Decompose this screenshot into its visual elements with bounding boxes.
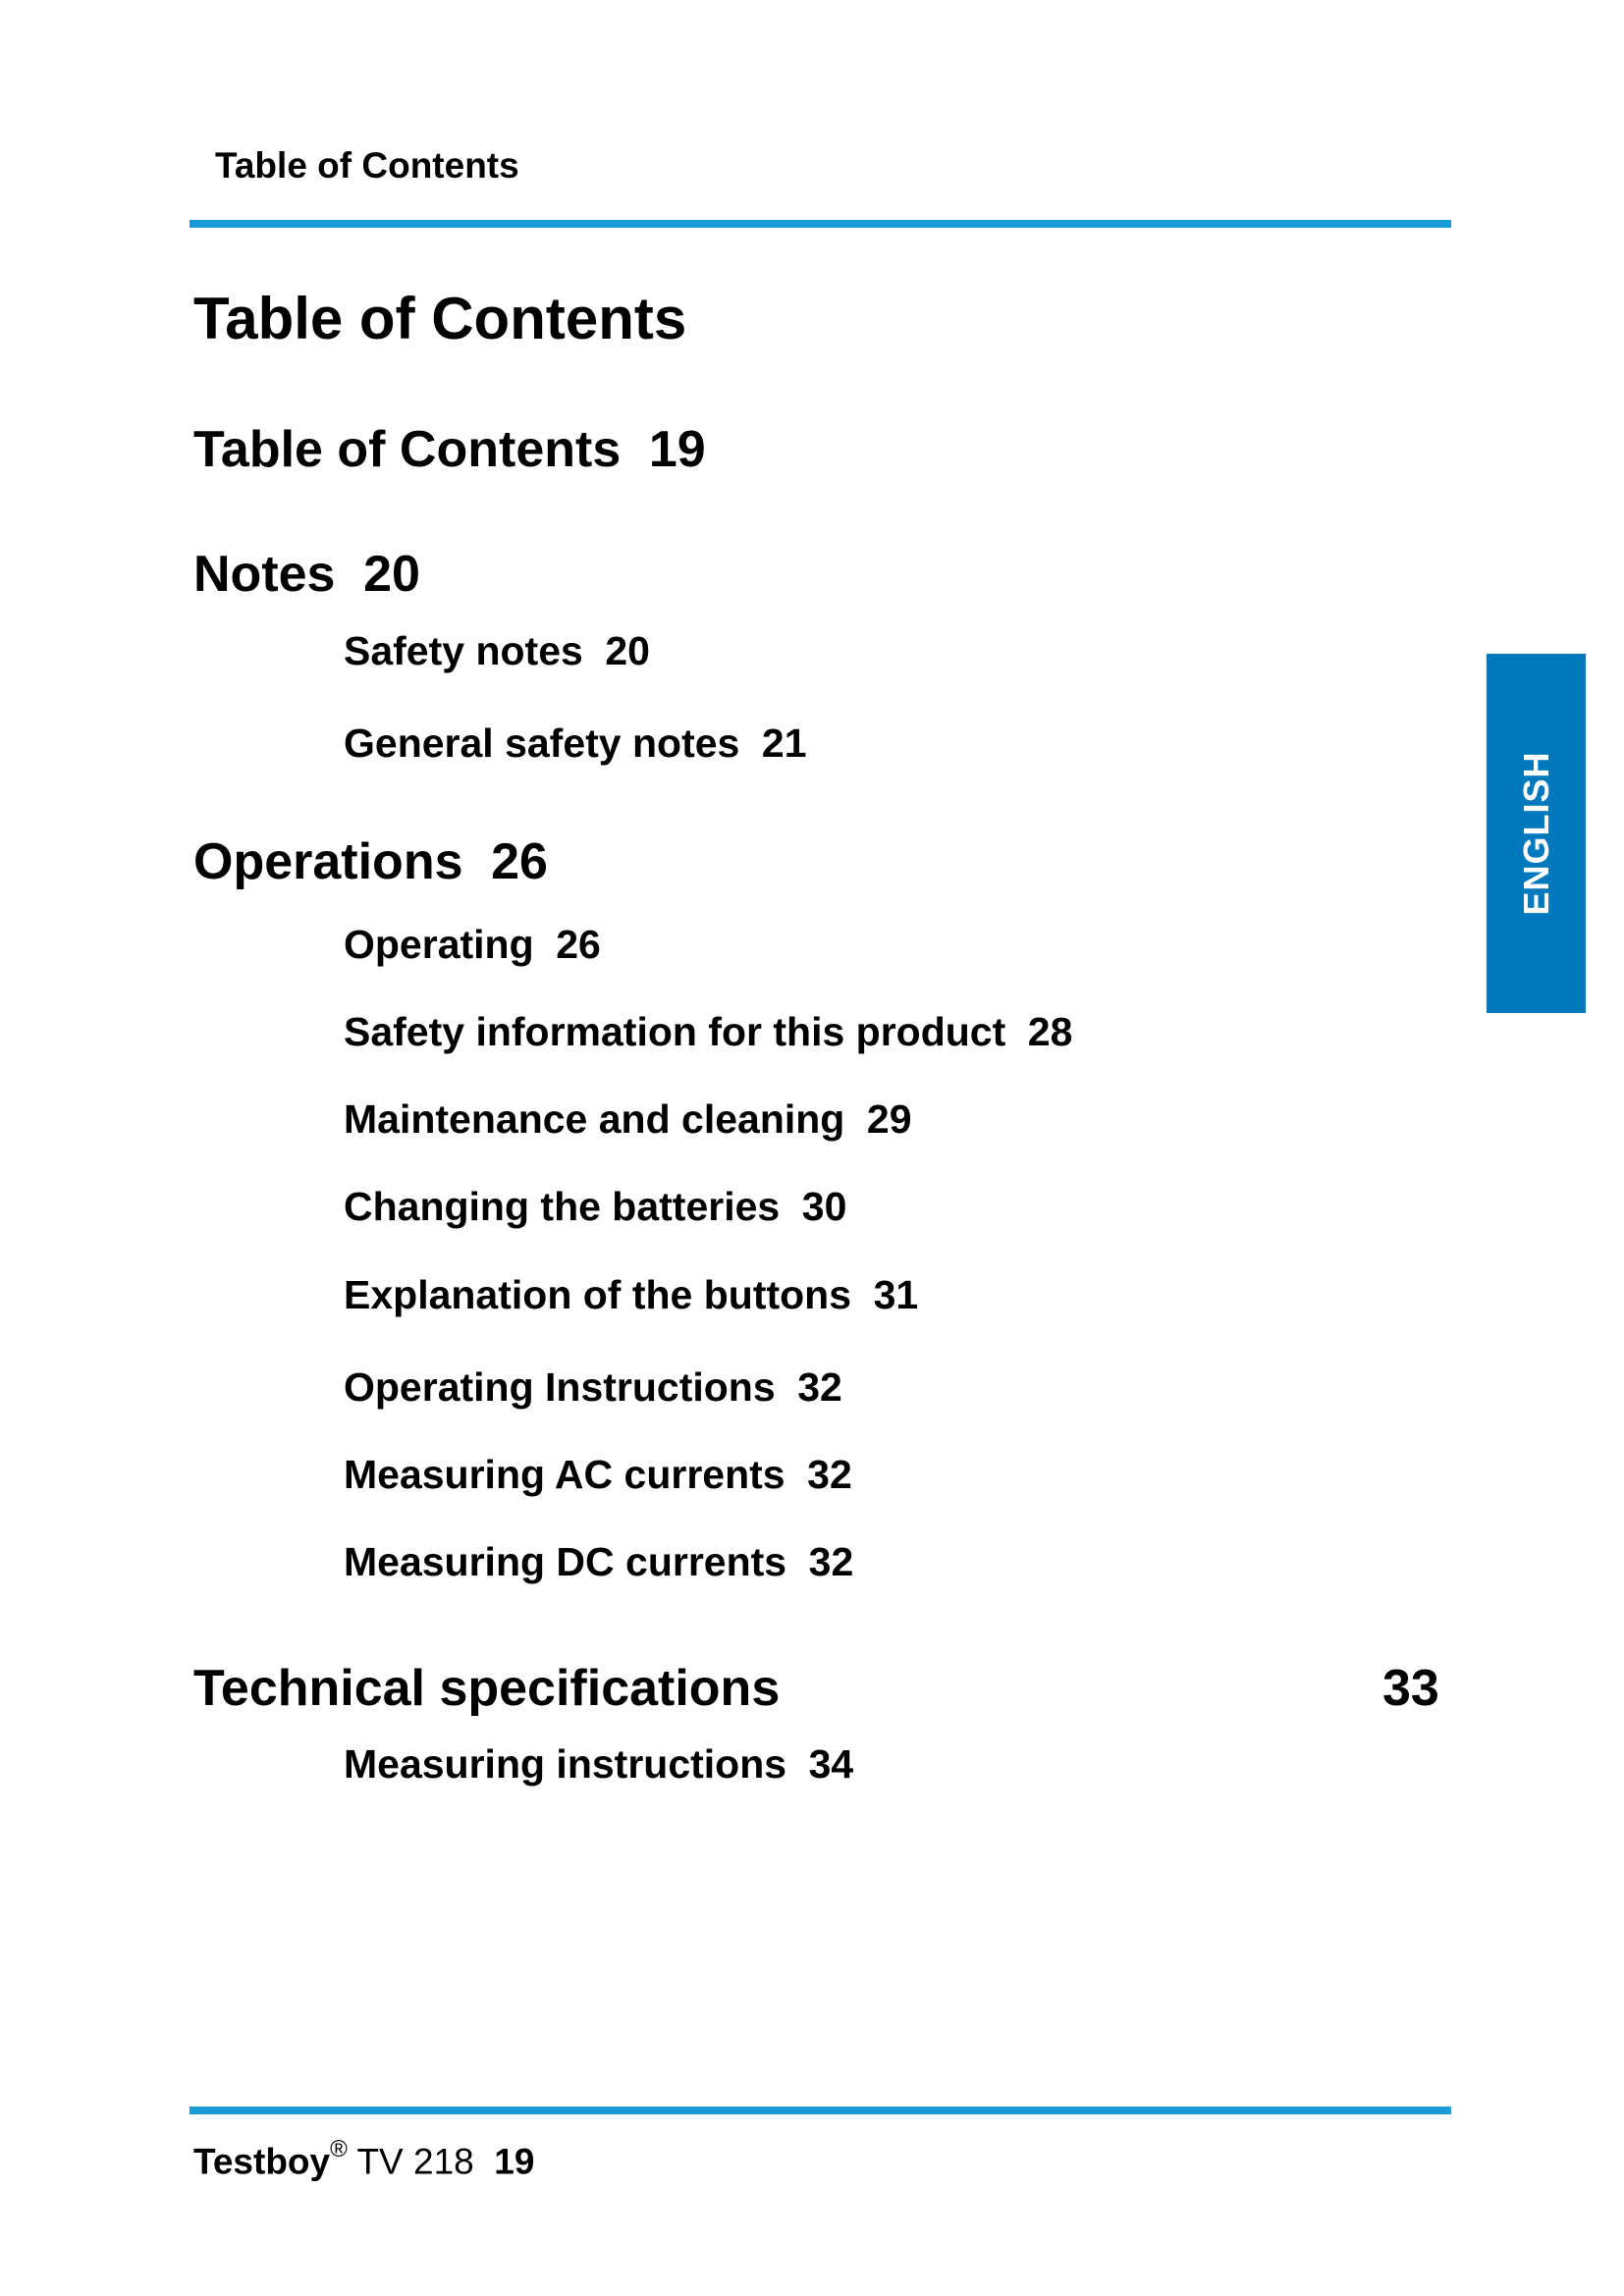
toc-item-page: 30 <box>801 1184 847 1229</box>
footer-brand: Testboy <box>193 2141 331 2182</box>
toc-item-label: Changing the batteries <box>344 1184 781 1229</box>
toc-entry-page: 19 <box>648 421 706 478</box>
toc-item-general-safety-notes[interactable] <box>344 721 807 767</box>
toc-section-label: Technical specifications <box>193 1660 781 1717</box>
toc-item-measuring-dc[interactable] <box>344 1539 853 1585</box>
toc-item-page: 32 <box>808 1539 854 1584</box>
toc-section-page: 20 <box>363 546 420 603</box>
footer <box>193 2136 535 2182</box>
language-tab-label: ENGLISH <box>1515 751 1556 916</box>
toc-item-label: Safety information for this product <box>344 1009 1006 1054</box>
toc-item-page: 20 <box>605 628 650 673</box>
toc-item-page: 32 <box>797 1364 842 1410</box>
toc-item-safety-information[interactable] <box>344 1009 1072 1055</box>
toc-item-label: Safety notes <box>344 628 583 673</box>
toc-section-notes[interactable] <box>193 545 420 604</box>
footer-model: TV 218 <box>356 2141 474 2182</box>
toc-item-changing-batteries[interactable] <box>344 1184 846 1230</box>
footer-page-number: 19 <box>494 2141 535 2182</box>
toc-item-label: Operating <box>344 922 534 967</box>
toc-entry-table-of-contents[interactable] <box>193 420 706 479</box>
toc-item-label: Maintenance and cleaning <box>344 1096 845 1142</box>
running-header: Table of Contents <box>215 145 519 186</box>
toc-section-page: 33 <box>1382 1660 1439 1717</box>
toc-item-label: Measuring instructions <box>344 1741 787 1787</box>
toc-item-page: 28 <box>1027 1009 1073 1054</box>
toc-item-label: Measuring DC currents <box>344 1539 787 1584</box>
toc-item-page: 21 <box>761 721 807 766</box>
toc-item-label: Measuring AC currents <box>344 1452 785 1497</box>
toc-item-page: 34 <box>808 1741 854 1787</box>
toc-item-page: 31 <box>873 1272 919 1317</box>
toc-item-operating-instructions[interactable] <box>344 1364 842 1411</box>
toc-item-measuring-instructions[interactable] <box>344 1741 853 1788</box>
toc-item-page: 26 <box>556 922 601 967</box>
page-title: Table of Contents <box>193 286 687 351</box>
language-tab[interactable] <box>1487 654 1586 1013</box>
footer-divider <box>189 2107 1451 2114</box>
toc-item-measuring-ac[interactable] <box>344 1452 852 1498</box>
toc-item-safety-notes[interactable] <box>344 628 650 674</box>
registered-mark: ® <box>330 2136 348 2163</box>
toc-item-label: Operating Instructions <box>344 1364 776 1410</box>
toc-entry-label: Table of Contents <box>193 421 622 478</box>
toc-section-operations[interactable] <box>193 832 548 891</box>
toc-section-label: Operations <box>193 833 463 890</box>
toc-item-explanation-buttons[interactable] <box>344 1272 918 1318</box>
toc-item-label: Explanation of the buttons <box>344 1272 852 1317</box>
toc-item-operating[interactable] <box>344 922 601 968</box>
toc-item-page: 32 <box>807 1452 852 1497</box>
toc-item-label: General safety notes <box>344 721 740 766</box>
toc-item-maintenance[interactable] <box>344 1096 912 1143</box>
toc-section-technical-specifications[interactable] <box>193 1659 780 1718</box>
toc-section-page: 26 <box>491 833 548 890</box>
toc-item-page: 29 <box>866 1096 912 1142</box>
toc-section-label: Notes <box>193 546 336 603</box>
header-divider <box>189 220 1451 228</box>
